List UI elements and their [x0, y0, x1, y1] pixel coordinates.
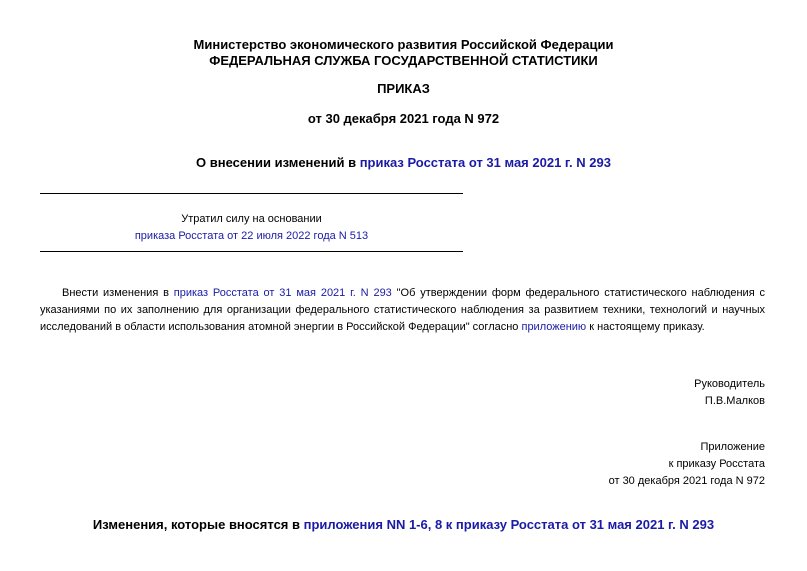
doc-type-heading: ПРИКАЗ: [377, 81, 430, 96]
ministry-heading: Министерство экономического развития Российской Федерации: [193, 37, 614, 52]
appendix-line-2: к приказу Росстата: [668, 458, 765, 470]
body-text-start: Внести изменения в: [62, 287, 174, 299]
signature-name: П.В.Малков: [704, 395, 765, 407]
changes-title: [0, 517, 807, 533]
service-heading: ФЕДЕРАЛЬНАЯ СЛУЖБА ГОСУДАРСТВЕННОЙ СТАТИСТИКИ: [209, 53, 598, 68]
notice-line: Утратил силу на основании: [181, 213, 322, 225]
appendix-line-1: Приложение: [700, 441, 765, 453]
body-paragraph: [40, 285, 765, 336]
notice-link-line: [0, 229, 503, 243]
body-text-end: к настоящему приказу.: [586, 321, 705, 333]
changes-title-link[interactable]: приложения NN 1-6, 8 к приказу Росстата от 31 мая 2021 г. N 293: [303, 517, 715, 532]
body-order-link[interactable]: приказ Росстата от 31 мая 2021 г. N 293: [173, 287, 392, 299]
doc-date-heading: от 30 декабря 2021 года N 972: [307, 111, 500, 126]
document-title-link[interactable]: приказ Росстата от 31 мая 2021 г. N 293: [359, 155, 611, 170]
body-appendix-link[interactable]: приложению: [521, 321, 587, 333]
notice-top-rule: [40, 193, 463, 194]
document-title-prefix: О внесении изменений в: [196, 155, 360, 170]
notice-bottom-rule: [40, 251, 463, 252]
changes-title-prefix: Изменения, которые вносятся в: [92, 517, 304, 532]
document-title: [0, 155, 807, 171]
notice-link[interactable]: приказа Росстата от 22 июля 2022 года N 513: [134, 230, 369, 242]
signature-position: Руководитель: [694, 378, 765, 390]
appendix-line-3: от 30 декабря 2021 года N 972: [608, 475, 765, 487]
body-text-mid: "Об утверждении форм федерального статистического наблюдения с указаниями по их заполнению для организации федерального статистического наблюдения за развитием техники, технологий и научных исследований в области использования атомной энергии в Российской Федерации" согласно: [40, 287, 765, 333]
